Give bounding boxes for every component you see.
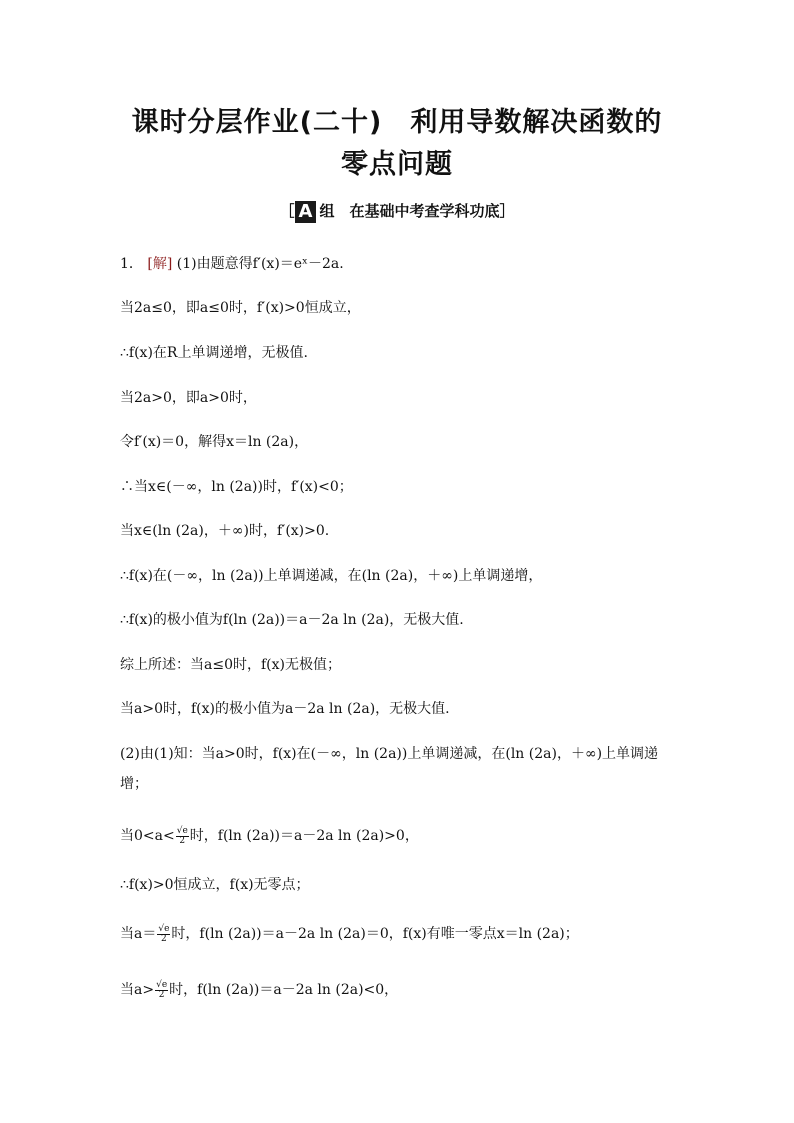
solution-line: (2)由(1)知：当a>0时，f(x)在(－∞，ln (2a))上单调递减，在(ln (2a)，＋∞)上单调递增； — [120, 746, 659, 792]
fraction-denominator: 2 — [158, 989, 165, 1000]
line-text-pre: 当0<a< — [120, 828, 175, 844]
solution-line: ∴当x∈(－∞，ln (2a))时，f′(x)<0； — [120, 479, 353, 495]
group-badge: A — [295, 201, 317, 223]
section-label: 组 在基础中考查学科功底 — [319, 202, 500, 220]
bracket-left: ［ — [279, 202, 295, 220]
fraction-numerator: √e — [158, 923, 170, 934]
fraction — [155, 981, 168, 1000]
section-heading — [0, 200, 794, 223]
solution-line: 令f′(x)＝0，解得x＝ln (2a)， — [120, 434, 309, 450]
line-text: (1)由题意得f′(x)＝eˣ－2a. — [176, 256, 344, 272]
problem-number: 1． — [120, 256, 143, 272]
solution-line: 当a>0时，f(x)的极小值为a－2a ln (2a)，无极大值. — [120, 701, 450, 717]
line-text-pre: 当a＝ — [120, 926, 157, 942]
fraction — [176, 827, 189, 846]
fraction-denominator: 2 — [161, 933, 167, 944]
solution-line — [120, 254, 344, 274]
fraction-numerator: √e — [176, 825, 188, 836]
bracket-right: ］ — [499, 202, 515, 220]
line-text-post: 时，f(ln (2a))＝a－2a ln (2a)>0， — [189, 828, 419, 844]
jie-label: [解] — [147, 256, 173, 272]
solution-line — [120, 924, 579, 944]
page-title-line2: 零点问题 — [341, 149, 453, 180]
solution-line: 当2a≤0，即a≤0时，f′(x)>0恒成立， — [120, 300, 361, 316]
solution-line: ∴f(x)在R上单调递增，无极值. — [120, 345, 308, 361]
line-text-post: 时，f(ln (2a))＝a－2a ln (2a)＝0，f(x)有唯一零点x＝ln (2a)； — [171, 926, 579, 942]
fraction-denominator: 2 — [179, 835, 186, 846]
solution-line: ∴f(x)在(－∞，ln (2a))上单调递减，在(ln (2a)，＋∞)上单调递增， — [120, 568, 543, 584]
solution-line: 综上所述：当a≤0时，f(x)无极值； — [120, 657, 341, 673]
solution-line — [120, 826, 419, 846]
line-text-post: 时，f(ln (2a))＝a－2a ln (2a)<0， — [169, 982, 399, 998]
solution-line — [120, 980, 398, 1000]
fraction — [157, 925, 170, 944]
fraction-numerator: √e — [156, 979, 168, 990]
line-text-pre: 当a> — [120, 982, 155, 998]
solution-line: ∴f(x)>0恒成立，f(x)无零点； — [120, 877, 310, 893]
page-title: 课时分层作业(二十) 利用导数解决函数的 — [131, 107, 663, 138]
solution-line: 当x∈(ln (2a)，＋∞)时，f′(x)>0. — [120, 523, 330, 539]
solution-line: 当2a>0，即a>0时， — [120, 390, 257, 406]
solution-line: ∴f(x)的极小值为f(ln (2a))＝a－2a ln (2a)，无极大值. — [120, 612, 464, 628]
